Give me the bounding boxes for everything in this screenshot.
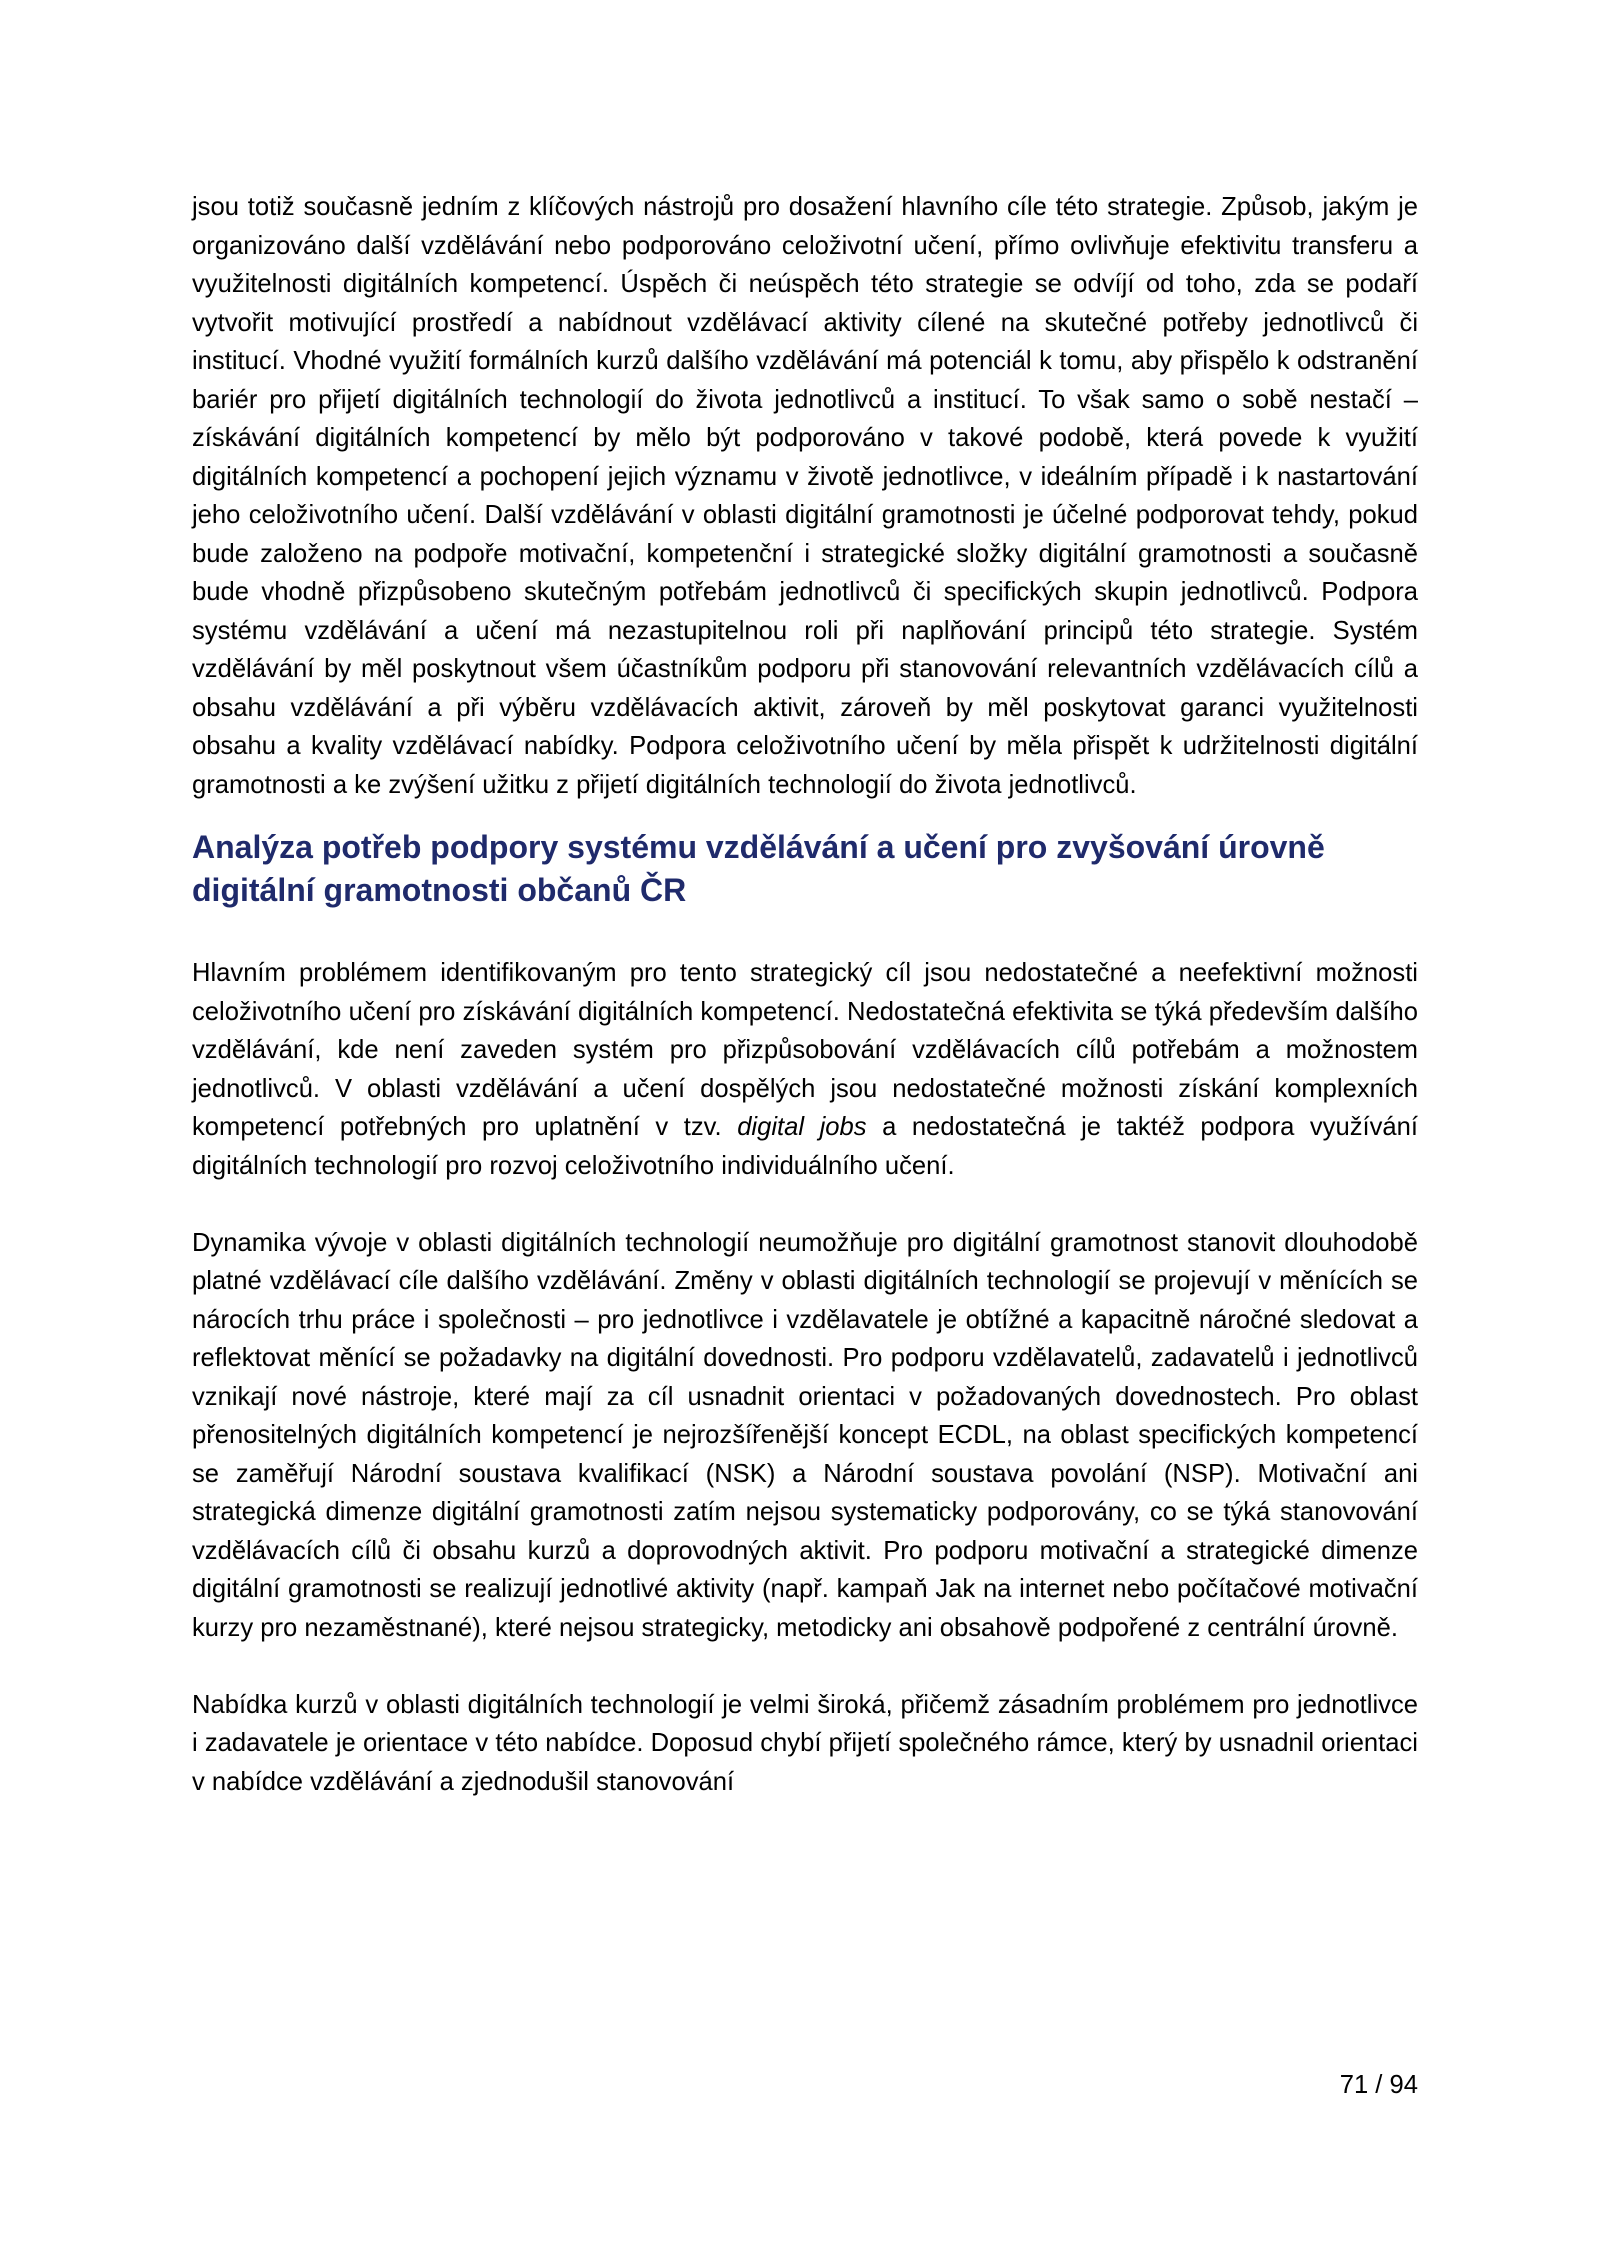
paragraph-2-text-end: a nedostatečná je taktéž podpora využívání digitálních technologií pro rozvoj celoživotního individuálního učení. [192,1113,1418,1180]
body-paragraph-4: Nabídka kurzů v oblasti digitálních technologií je velmi široká, přičemž zásadním problémem pro jednotlivce i zadavatele je orientace v této nabídce. Doposud chybí přijetí společného rámce, který by usnadnil orientaci v nabídce vzdělávání a zjednodušil stanovování [192,1690,1418,1796]
page-content [192,188,1418,1801]
body-paragraph-3: Dynamika vývoje v oblasti digitálních technologií neumožňuje pro digitální gramotnost stanovit dlouhodobě platné vzdělávací cíle dalšího vzdělávání. Změny v oblasti digitálních technologií se projevují v měnících se nárocích trhu práce i společnosti – pro jednotlivce i vzdělavatele je obtížné a kapacitně náročné sledovat a reflektovat měnící se požadavky na digitální dovednosti. Pro podporu vzdělavatelů, zadavatelů i jednotlivců vznikají nové nástroje, které mají za cíl usnadnit orientaci v požadovaných dovednostech. Pro oblast přenositelných digitálních kompetencí je nejrozšířenější koncept ECDL, na oblast specifických kompetencí se zaměřují Národní soustava kvalifikací (NSK) a Národní soustava povolání (NSP). Motivační ani strategická dimenze digitální gramotnosti zatím nejsou systematicky podporovány, co se týká stanovování vzdělávacích cílů či obsahu kurzů a doprovodných aktivit. Pro podporu motivační a strategické dimenze digitální gramotnosti se realizují jednotlivé aktivity (např. kampaň Jak na internet nebo počítačové motivační kurzy pro nezaměstnané), které nejsou strategicky, metodicky ani obsahově podpořené z centrální úrovně. [192,1228,1418,1642]
body-paragraph-1: jsou totiž současně jedním z klíčových nástrojů pro dosažení hlavního cíle této strategie. Způsob, jakým je organizováno další vzdělávání nebo podporováno celoživotní učení, přímo ovlivňuje efektivitu transferu a využitelnosti digitálních kompetencí. Úspěch či neúspěch této strategie se odvíjí od toho, zda se podaří vytvořit motivující prostředí a nabídnout vzdělávací aktivity cílené na skutečné potřeby jednotlivců či institucí. Vhodné využití formálních kurzů dalšího vzdělávání má potenciál k tomu, aby přispělo k odstranění bariér pro přijetí digitálních technologií do života jednotlivců a institucí. To však samo o sobě nestačí – získávání digitálních kompetencí by mělo být podporováno v takové podobě, která povede k využití digitálních kompetencí a pochopení jejich významu v životě jednotlivce, v ideálním případě i k nastartování jeho celoživotního učení. Další vzdělávání v oblasti digitální gramotnosti je účelné podporovat tehdy, pokud bude založeno na podpoře motivační, kompetenční i strategické složky digitální gramotnosti a současně bude vhodně přizpůsobeno skutečným potřebám jednotlivců či specifických skupin jednotlivců. Podpora systému vzdělávání a učení má nezastupitelnou roli při naplňování principů této strategie. Systém vzdělávání by měl poskytnout všem účastníkům podporu při stanovování relevantních vzdělávacích cílů a obsahu vzdělávání a při výběru vzdělávacích aktivit, zároveň by měl poskytovat garanci využitelnosti obsahu a kvality vzdělávací nabídky. Podpora celoživotního učení by měla přispět k udržitelnosti digitální gramotnosti a ke zvýšení užitku z přijetí digitálních technologií do života jednotlivců. [192,193,1418,799]
body-paragraph-2 [192,954,1418,1185]
paragraph-2-text-start: Hlavním problémem identifikovaným pro tento strategický cíl jsou nedostatečné a neefektivní možnosti celoživotního učení pro získávání digitálních kompetencí. Nedostatečná efektivita se týká především dalšího vzdělávání, kde není zaveden systém pro přizpůsobování vzdělávacích cílů potřebám a možnostem jednotlivců. V oblasti vzdělávání a učení dospělých jsou nedostatečné možnosti získání komplexních kompetencí potřebných pro uplatnění v tzv. [192,959,1418,1141]
section-heading: Analýza potřeb podpory systému vzdělávání a učení pro zvyšování úrovně digitální gramotnosti občanů ČR [192,829,1325,908]
page-number: 71 / 94 [1339,2071,1418,2099]
italic-term-digital-jobs: digital jobs [737,1113,867,1141]
